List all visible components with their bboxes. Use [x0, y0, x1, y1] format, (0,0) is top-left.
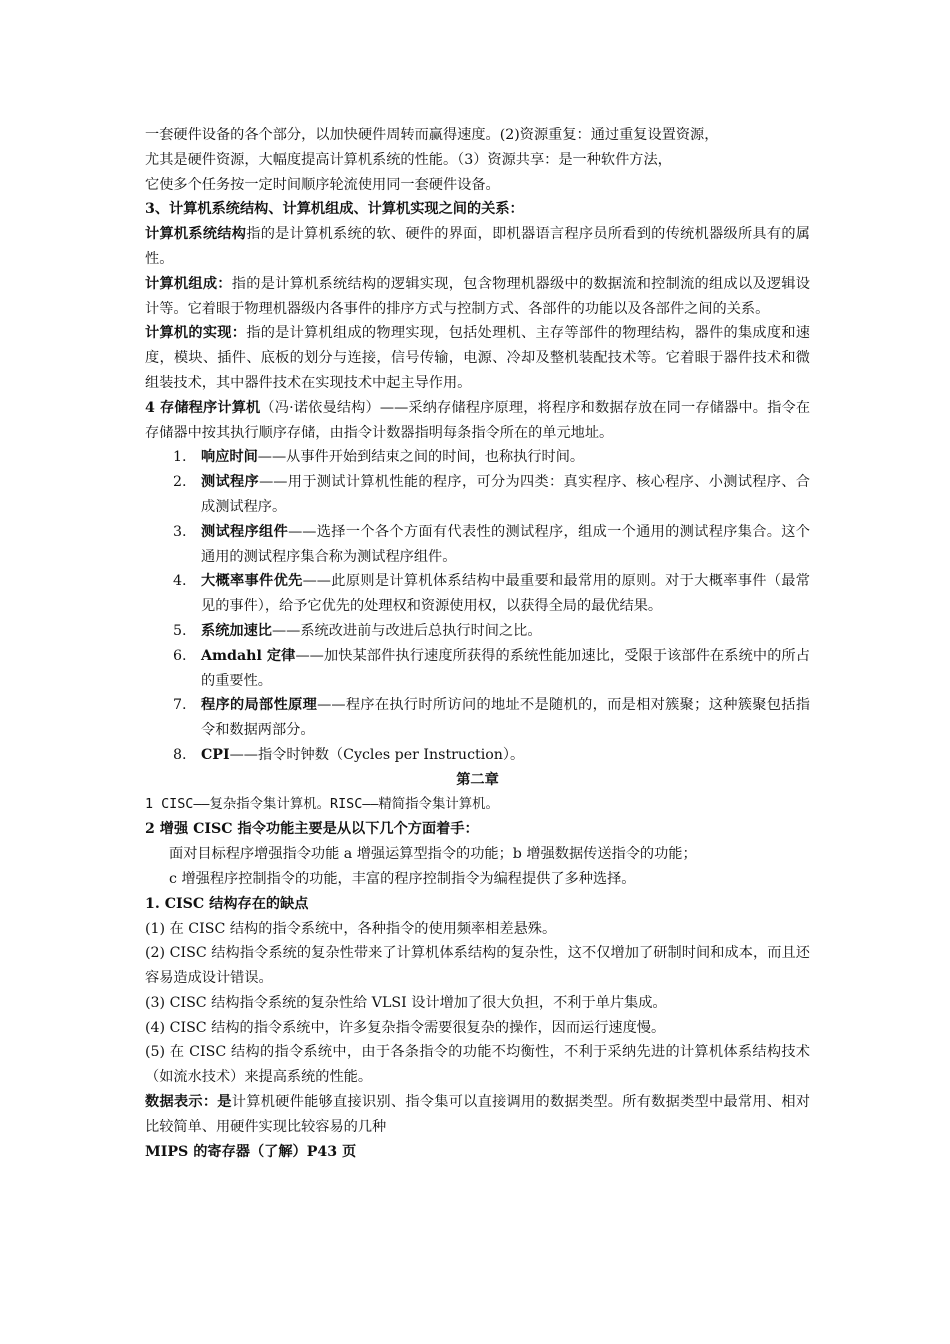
list-item: [145, 644, 810, 694]
def-term: 测试程序: [201, 474, 260, 491]
def-term: CPI: [201, 746, 230, 763]
cisc-flaws-heading: 1. CISC 结构存在的缺点: [145, 895, 309, 912]
list-item: [145, 743, 810, 768]
s4-text: （冯·诺依曼结构）——采纳存储程序原理，将程序和数据存放在同一存储器中。指令在存储器中按其执行顺序存储，由指令计数器指明每条指令所在的单元地址。: [145, 399, 811, 441]
list-item: [145, 569, 810, 619]
list-item: [145, 445, 810, 470]
list-number: 2.: [173, 474, 187, 491]
cisc-flaw-item: (1) 在 CISC 结构的指令系统中，各种指令的使用频率相差悬殊。: [145, 920, 557, 937]
def-text: ——此原则是计算机体系结构中最重要和最常用的原则。对于大概率事件（最常见的事件），给予它优先的处理权和资源使用权，以获得全局的最优结果。: [201, 573, 810, 615]
cisc-flaw-item: (2) CISC 结构指令系统的复杂性带来了计算机体系结构的复杂性，这不仅增加了研制时间和成本，而且还容易造成设计错误。: [145, 945, 810, 987]
def-text: ——选择一个各个方面有代表性的测试程序，组成一个通用的测试程序集合。这个通用的测试程序集合称为测试程序组件。: [201, 523, 810, 565]
list-number: 4.: [173, 573, 187, 590]
list-number: 1.: [173, 449, 187, 466]
list-item: [145, 470, 810, 520]
s4-term: 4 存储程序计算机: [145, 399, 261, 416]
chapter-2-title: 第二章: [456, 771, 499, 788]
list-number: 8.: [173, 746, 187, 763]
cisc-flaw-item: (3) CISC 结构指令系统的复杂性给 VLSI 设计增加了很大负担，不利于单片集成。: [145, 994, 667, 1011]
def-term: 程序的局部性原理: [201, 697, 318, 714]
org-paragraph: [145, 272, 810, 322]
def-text: ——从事件开始到结束之间的时间，也称执行时间。: [257, 449, 585, 466]
def-term: 测试程序组件: [201, 523, 289, 540]
cisc-risc-line: 1 CISC——复杂指令集计算机。RISC——精简指令集计算机。: [145, 796, 499, 812]
def-text: ——指令时钟数（Cycles per Instruction）。: [229, 746, 525, 763]
list-item: [145, 619, 810, 644]
section-3-heading: 3、计算机系统结构、计算机组成、计算机实现之间的关系：: [145, 201, 524, 218]
def-term: 系统加速比: [201, 622, 272, 639]
list-number: 6.: [173, 647, 187, 664]
list-item: [145, 693, 810, 743]
impl-paragraph: [145, 321, 810, 395]
section-4-paragraph: [145, 396, 810, 446]
def-term: 大概率事件优先: [201, 573, 303, 590]
list-item: [145, 520, 810, 570]
def-term: Amdahl 定律: [201, 647, 296, 664]
list-number: 5.: [173, 622, 187, 639]
def-text: ——加快某部件执行速度所获得的系统性能加速比，受限于该部件在系统中的所占的重要性。: [201, 647, 810, 689]
data-representation-paragraph: [145, 1090, 810, 1140]
impl-term: 计算机的实现：: [145, 325, 247, 342]
intro-line-3: 它使多个任务按一定时间顺序轮流使用同一套硬件设备。: [145, 176, 500, 193]
enhance-line-c: c 增强程序控制指令的功能，丰富的程序控制指令为编程提供了多种选择。: [169, 870, 636, 887]
document-page: [145, 123, 810, 1164]
cisc-flaw-item: (5) 在 CISC 结构的指令系统中，由于各条指令的功能不均衡性，不利于采纳先进的计算机体系结构技术（如流水技术）来提高系统的性能。: [145, 1044, 810, 1086]
org-text: 指的是计算机系统结构的逻辑实现，包含物理机器级中的数据流和控制流的组成以及逻辑设计等。它着眼于物理机器级内各事件的排序方式与控制方式、各部件的功能以及各部件之间的关系。: [145, 275, 810, 317]
impl-text: 指的是计算机组成的物理实现，包括处理机、主存等部件的物理结构，器件的集成度和速度，模块、插件、底板的划分与连接，信号传输，电源、冷却及整机装配技术等。它着眼于器件技术和微组装技术，其中器件技术在实现技术中起主导作用。: [145, 325, 810, 391]
intro-line-2: 尤其是硬件资源，大幅度提高计算机系统的性能。（3）资源共享：是一种软件方法，: [145, 151, 672, 168]
data-text: 计算机硬件能够直接识别、指令集可以直接调用的数据类型。所有数据类型中最常用、相对比较简单、用硬件实现比较容易的几种: [145, 1094, 810, 1135]
arch-paragraph: [145, 222, 810, 272]
enhance-cisc-heading: 2 增强 CISC 指令功能主要是从以下几个方面着手：: [145, 821, 479, 838]
def-text: ——系统改进前与改进后总执行时间之比。: [271, 622, 542, 639]
arch-text: 指的是计算机系统的软、硬件的界面，即机器语言程序员所看到的传统机器级所具有的属性。: [145, 226, 810, 267]
enhance-line-a: 面对目标程序增强指令功能 a 增强运算型指令的功能；b 增强数据传送指令的功能；: [169, 846, 697, 863]
def-text: ——用于测试计算机性能的程序，可分为四类：真实程序、核心程序、小测试程序、合成测试程序。: [201, 474, 810, 515]
org-term: 计算机组成：: [145, 275, 232, 292]
list-number: 7.: [173, 697, 187, 714]
def-term: 响应时间: [201, 449, 258, 466]
arch-term: 计算机系统结构: [145, 226, 247, 243]
def-text: ——程序在执行时所访问的地址不是随机的，而是相对簇聚；这种簇聚包括指令和数据两部分。: [201, 697, 810, 739]
cisc-flaw-item: (4) CISC 结构的指令系统中，许多复杂指令需要很复杂的操作，因而运行速度慢。: [145, 1019, 666, 1036]
list-number: 3.: [173, 523, 187, 540]
mips-registers-line: MIPS 的寄存器（了解）P43 页: [145, 1143, 357, 1160]
definitions-list: [145, 445, 810, 767]
data-term: 数据表示：是: [145, 1094, 232, 1111]
intro-line-1: 一套硬件设备的各个部分，以加快硬件周转而赢得速度。(2)资源重复：通过重复设置资源，: [145, 127, 719, 143]
